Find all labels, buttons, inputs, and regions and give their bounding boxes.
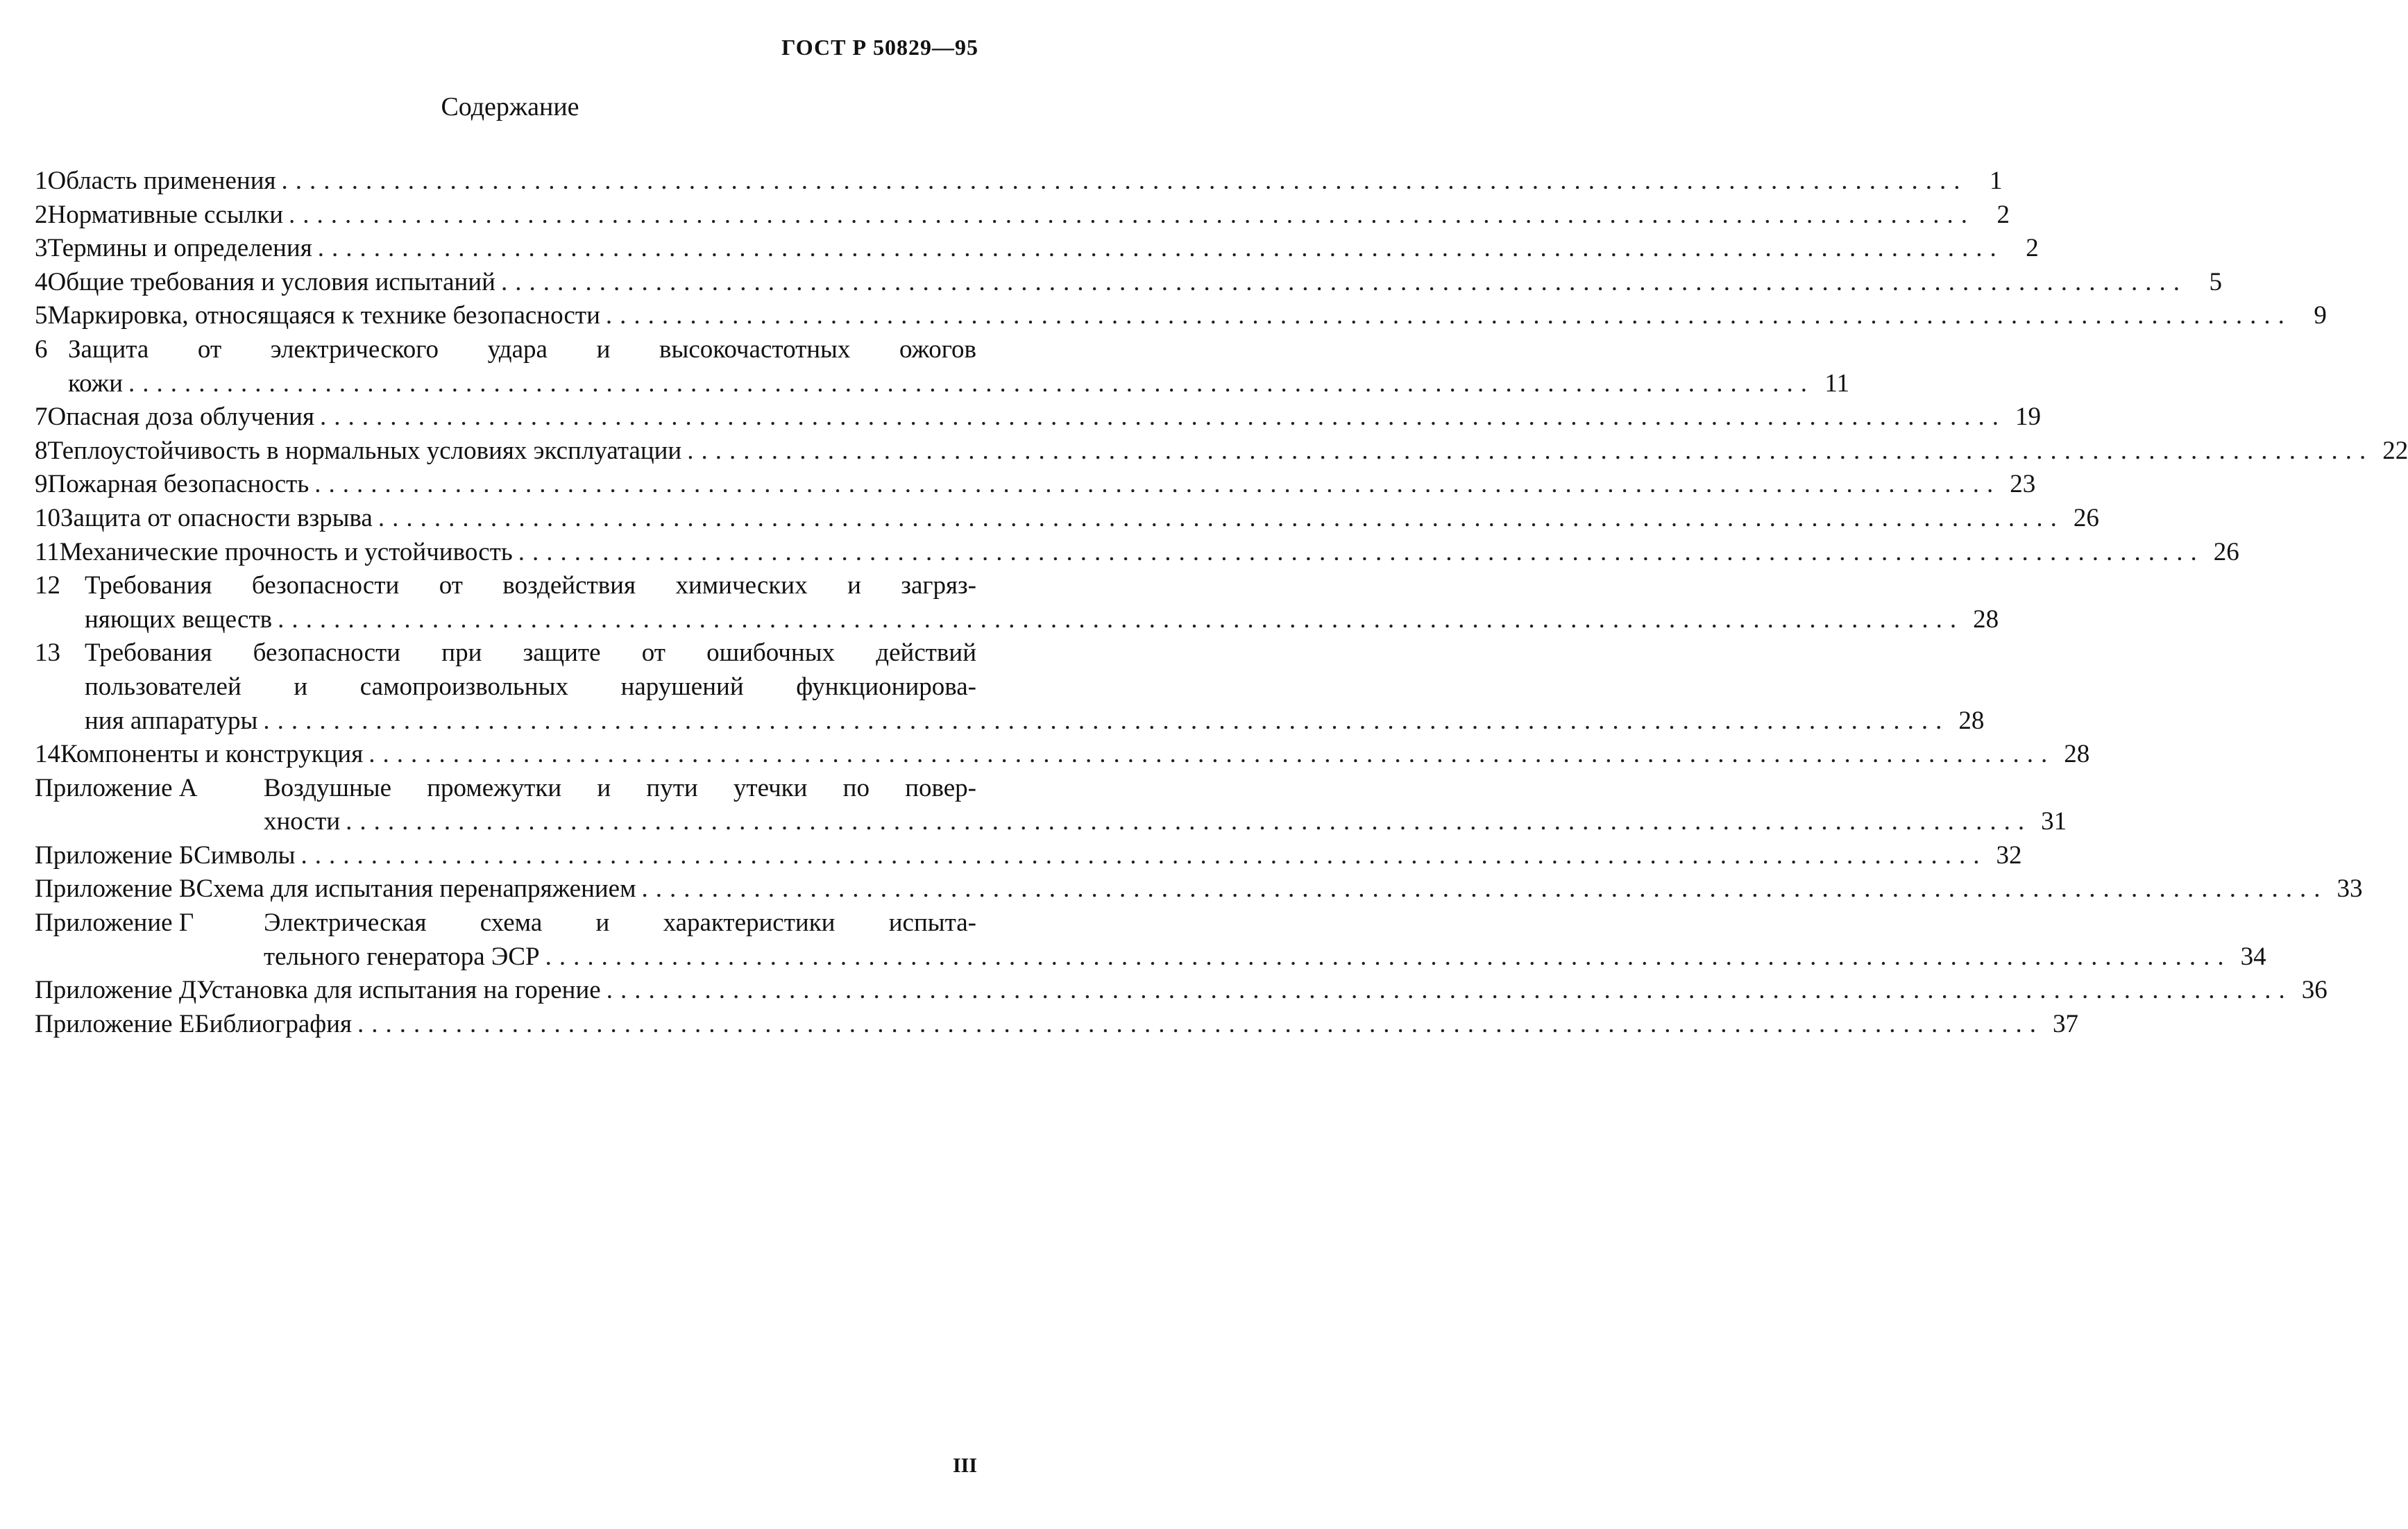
dot-leader: ........................................................................................................................ [641,875,2328,904]
toc-entry-title-line: тельного генератора ЭСР [264,942,540,971]
toc-entry-7[interactable] [35,400,2041,434]
toc-entry-page: 11 [1824,369,1850,398]
appendix-label: Приложение Е [35,1009,195,1038]
dot-leader: ........................................................................................................................ [606,976,2293,1005]
toc-entry-title: Защита от опасности взрыва [60,503,373,532]
toc-entry-title: Термины и определения [47,234,312,263]
dot-leader: ........................................................................................................................ [128,369,1815,398]
toc-entry-number: 11 [35,537,60,566]
toc-entry-title: Схема для испытания перенапряжением [196,875,636,904]
toc-entry-page: 28 [1958,706,1985,735]
toc-entry-title-line: пользователей и самопроизвольных нарушений функционирова- [85,672,976,701]
toc-entry-title: Маркировка, относящаяся к технике безопасности [47,301,600,330]
toc-entry-page: 2 [1996,200,2010,229]
toc-entry-12[interactable] [35,569,1999,636]
toc-entry-number: 8 [35,436,48,465]
toc-entry-number: 6 [35,335,48,364]
toc-entry-page: 5 [2209,267,2222,296]
toc-appendix-a[interactable] [35,772,2067,839]
toc-entry-2[interactable] [35,198,2010,233]
toc-entry-title-line: ния аппаратуры [85,706,258,735]
toc-entry-title: Общие требования и условия испытаний [47,267,495,296]
toc-entry-title-line: Требования безопасности от воздействия химических и загряз- [85,571,976,600]
dot-leader: ........................................................................................................................ [317,234,2004,263]
toc-entry-page: 9 [2314,301,2327,330]
appendix-label: Приложение Б [35,840,194,870]
toc-appendix-d[interactable] [35,974,2328,1008]
dot-leader: ........................................................................................................................ [357,1009,2044,1038]
toc-entry-title: Опасная доза облучения [47,403,314,432]
toc-entry-page: 32 [1996,840,2022,870]
toc-entry-11[interactable] [35,536,2239,570]
toc-entry-6[interactable] [35,333,1850,400]
standard-code: ГОСТ Р 50829—95 [781,35,978,60]
dot-leader: ........................................................................................................................ [605,301,2292,330]
toc-entry-13[interactable] [35,636,1985,738]
toc-entry-title-line: Воздушные промежутки и пути утечки по повер- [264,773,976,802]
toc-entry-title-line: Защита от электрического удара и высокочастотных ожогов [68,335,976,364]
dot-leader: ........................................................................................................................ [320,403,2006,432]
toc-entry-page: 33 [2337,875,2363,904]
toc-entry-3[interactable] [35,232,2039,266]
dot-leader: ........................................................................................................................ [314,470,2001,499]
dot-leader: ........................................................................................................................ [278,605,1965,634]
appendix-label: Приложение Д [35,976,197,1005]
toc-entry-title: Область применения [47,167,276,195]
dot-leader: ........................................................................................................................ [289,200,1976,229]
toc-entry-title: Символы [194,840,296,870]
toc-entry-page: 22 [2382,436,2408,465]
toc-entry-page: 23 [2010,470,2036,499]
toc-entry-title: Пожарная безопасность [47,470,310,499]
toc-entry-page: 28 [2064,740,2090,769]
dot-leader: ........................................................................................................................ [687,436,2374,465]
toc-entry-number: 3 [35,234,48,263]
toc-appendix-e[interactable] [35,1008,2079,1042]
toc-entry-1[interactable] [35,164,2003,198]
toc-entry-title: Компоненты и конструкция [60,740,364,769]
toc-entry-page: 26 [2073,503,2099,532]
toc-entry-number: 13 [35,639,60,668]
table-of-contents [35,164,2408,1041]
toc-entry-number: 12 [35,571,60,600]
toc-entry-title-line: хности [264,807,341,836]
toc-entry-number: 1 [35,167,48,195]
appendix-label: Приложение В [35,875,196,904]
dot-leader: ........................................................................................................................ [545,942,2232,971]
page-title: Содержание [441,92,579,121]
toc-entry-page: 37 [2053,1009,2079,1038]
toc-entry-page: 26 [2213,537,2239,566]
toc-entry-title: Библиография [194,1009,353,1038]
toc-appendix-v[interactable] [35,872,2363,906]
toc-entry-number: 10 [35,503,60,532]
dot-leader: ........................................................................................................................ [500,267,2187,296]
toc-entry-5[interactable] [35,299,2327,333]
dot-leader: ........................................................................................................................ [346,807,2033,836]
toc-entry-page: 34 [2240,942,2266,971]
toc-entry-page: 2 [2026,234,2039,263]
toc-entry-8[interactable] [35,434,2408,468]
toc-appendix-b[interactable] [35,839,2022,873]
toc-entry-title-line: няющих веществ [85,605,273,634]
toc-entry-title: Механические прочность и устойчивость [59,537,513,566]
toc-entry-title: Нормативные ссылки [47,200,284,229]
appendix-label: Приложение А [35,773,198,802]
toc-entry-title: Установка для испытания на горение [196,976,601,1005]
dot-leader: ........................................................................................................................ [300,840,1987,870]
toc-entry-title: Теплоустойчивость в нормальных условиях эксплуатации [47,436,682,465]
toc-entry-number: 5 [35,301,48,330]
dot-leader: ........................................................................................................................ [368,740,2055,769]
toc-entry-4[interactable] [35,266,2222,300]
toc-appendix-g[interactable] [35,906,2266,974]
toc-entry-title-line: Требования безопасности при защите от ошибочных действий [85,639,976,668]
dot-leader: ........................................................................................................................ [378,503,2064,532]
toc-entry-10[interactable] [35,502,2099,536]
toc-entry-14[interactable] [35,738,2090,772]
toc-entry-number: 4 [35,267,48,296]
toc-entry-number: 7 [35,403,48,432]
toc-entry-9[interactable] [35,468,2036,502]
page-folio: III [952,1454,977,1477]
dot-leader: ........................................................................................................................ [263,706,1950,735]
appendix-label: Приложение Г [35,909,194,938]
toc-entry-page: 1 [1990,167,2003,195]
toc-entry-number: 14 [35,740,60,769]
dot-leader: ........................................................................................................................ [518,537,2205,566]
dot-leader: ........................................................................................................................ [281,167,1968,195]
toc-entry-page: 19 [2015,403,2041,432]
toc-entry-number: 9 [35,470,48,499]
toc-entry-title-line: Электрическая схема и характеристики испыта- [264,909,976,938]
toc-entry-title-line: кожи [68,369,124,398]
toc-entry-page: 36 [2301,976,2328,1005]
toc-entry-page: 31 [2041,807,2067,836]
toc-entry-page: 28 [1973,605,1999,634]
toc-entry-number: 2 [35,200,48,229]
